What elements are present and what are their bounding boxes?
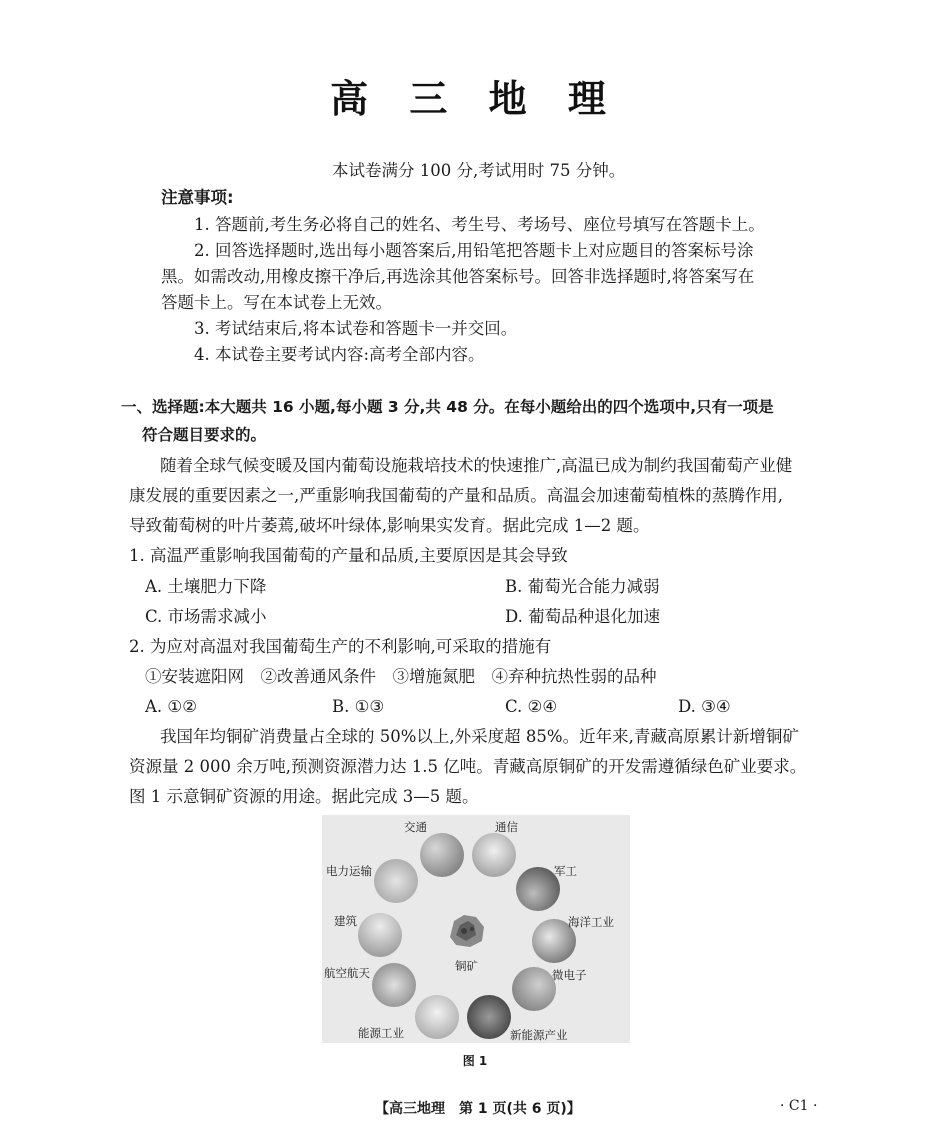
notice-line: 4. 本试卷主要考试内容:高考全部内容。 — [194, 345, 485, 364]
notice-line: 2. 回答选择题时,选出每小题答案后,用铅笔把答题卡上对应题目的答案标号涂 — [194, 241, 754, 260]
question-1-option-a: A. 土壤肥力下降 — [145, 577, 267, 596]
figure-center-label: 铜矿 — [455, 959, 478, 973]
notice-line: 1. 答题前,考生务必将自己的姓名、考生号、考场号、座位号填写在答题卡上。 — [194, 215, 765, 234]
label-new-energy: 新能源产业 — [510, 1028, 568, 1042]
new-energy-image — [467, 995, 511, 1039]
figure-caption: 图 1 — [462, 1054, 488, 1068]
question-2-option-c: C. ②④ — [505, 697, 558, 716]
label-military: 军工 — [554, 864, 577, 878]
question-1-stem: 1. 高温严重影响我国葡萄的产量和品质,主要原因是其会导致 — [129, 546, 568, 565]
construction-image — [358, 913, 402, 957]
question-1-option-d: D. 葡萄品种退化加速 — [505, 607, 661, 626]
passage-line: 资源量 2 000 余万吨,预测资源潜力达 1.5 亿吨。青藏高原铜矿的开发需遵循绿色矿业要求。 — [129, 757, 807, 776]
label-telecom: 通信 — [495, 820, 518, 834]
section-heading-cont: 符合题目要求的。 — [142, 426, 267, 444]
question-1-option-c: C. 市场需求减小 — [145, 607, 267, 626]
label-energy: 能源工业 — [358, 1026, 404, 1040]
notice-heading: 注意事项: — [161, 188, 234, 207]
page-title: 高 三 地 理 — [330, 77, 620, 121]
power-image — [374, 859, 418, 903]
notice-line: 3. 考试结束后,将本试卷和答题卡一并交回。 — [194, 319, 518, 338]
label-marine: 海洋工业 — [568, 915, 614, 929]
page-footer: 【高三地理 第 1 页(共 6 页)】 — [375, 1101, 581, 1117]
question-2-stem: 2. 为应对高温对我国葡萄生产的不利影响,可采取的措施有 — [129, 637, 552, 656]
copper-uses-figure — [322, 815, 630, 1043]
passage-line: 图 1 示意铜矿资源的用途。据此完成 3—5 题。 — [129, 787, 479, 806]
microelectronics-image — [512, 967, 556, 1011]
label-transport: 交通 — [404, 820, 427, 834]
energy-image — [415, 995, 459, 1039]
label-construction: 建筑 — [334, 914, 357, 928]
passage-line: 我国年均铜矿消费量占全球的 50%以上,外采度超 85%。近年来,青藏高原累计新增铜矿 — [160, 727, 799, 746]
label-microelectronics: 微电子 — [552, 968, 587, 982]
question-2-option-a: A. ①② — [145, 697, 197, 716]
passage-line: 随着全球气候变暖及国内葡萄设施栽培技术的快速推广,高温已成为制约我国葡萄产业健 — [160, 456, 793, 475]
question-1-option-b: B. 葡萄光合能力减弱 — [505, 577, 660, 596]
telecom-image — [472, 833, 516, 877]
exam-info: 本试卷满分 100 分,考试用时 75 分钟。 — [332, 161, 626, 180]
aerospace-image — [372, 963, 416, 1007]
passage-line: 导致葡萄树的叶片萎蔫,破坏叶绿体,影响果实发育。据此完成 1—2 题。 — [129, 516, 650, 535]
notice-line: 答题卡上。写在本试卷上无效。 — [161, 293, 392, 312]
transport-image — [420, 833, 464, 877]
question-2-option-d: D. ③④ — [678, 697, 731, 716]
passage-line: 康发展的重要因素之一,严重影响我国葡萄的产量和品质。高温会加速葡萄植株的蒸腾作用, — [129, 486, 783, 505]
question-2-option-b: B. ①③ — [332, 697, 385, 716]
label-power: 电力运输 — [326, 864, 372, 878]
copper-ore-icon — [444, 907, 490, 953]
section-heading: 一、选择题:本大题共 16 小题,每小题 3 分,共 48 分。在每小题给出的四个选项中,只有一项是 — [121, 398, 774, 416]
question-2-items: ①安装遮阳网 ②改善通风条件 ③增施氮肥 ④弃种抗热性弱的品种 — [145, 667, 657, 686]
label-aerospace: 航空航天 — [324, 966, 370, 980]
notice-line: 黑。如需改动,用橡皮擦干净后,再选涂其他答案标号。回答非选择题时,将答案写在 — [161, 267, 755, 286]
paper-code: · C1 · — [780, 1098, 818, 1114]
